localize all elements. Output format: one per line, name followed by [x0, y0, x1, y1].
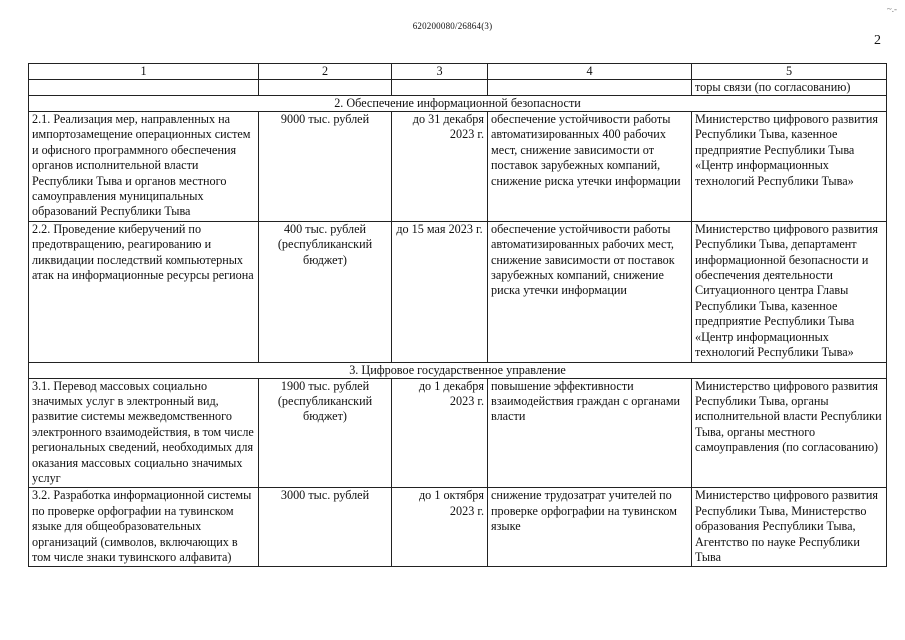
- column-number: 5: [692, 64, 887, 80]
- page-number: 2: [874, 33, 881, 48]
- funding-cell: 400 тыс. рублей (республиканский бюджет): [259, 221, 392, 362]
- table-row: [29, 488, 887, 567]
- section-heading-row: [29, 362, 887, 378]
- result-cell: обеспечение устойчивости работы автоматизированных рабочих мест, снижение зависимости от поставок зарубежных компаний, снижение риска утечки информации: [488, 221, 692, 362]
- action-plan-table: [28, 63, 887, 567]
- column-number: 3: [392, 64, 488, 80]
- table-row: [29, 378, 887, 488]
- responsible-cell: Министерство цифрового развития Республики Тыва, казенное предприятие Республики Тыва «Центр информационных технологий Республики Тыва»: [692, 112, 887, 222]
- section-heading-row: [29, 96, 887, 112]
- column-number: 2: [259, 64, 392, 80]
- corner-mark: ~.-: [886, 4, 897, 14]
- column-number: 4: [488, 64, 692, 80]
- empty-cell: [29, 80, 259, 96]
- responsible-cell: Министерство цифрового развития Республики Тыва, департамент информационной безопасности и обеспечения деятельности Ситуационного центра Главы Республики Тыва, казенное предприятие Республики Тыва «Центр информационных технологий Республики Тыва»: [692, 221, 887, 362]
- measure-cell: 3.2. Разработка информационной системы по проверке орфографии на тувинском языке для общеобразовательных организаций (символов, включающих в том числе знаки тувинского алфавита): [29, 488, 259, 567]
- table-row: [29, 221, 887, 362]
- deadline-cell: до 1 декабря 2023 г.: [392, 378, 488, 488]
- result-cell: повышение эффективности взаимодействия граждан с органами власти: [488, 378, 692, 488]
- deadline-cell: до 31 декабря 2023 г.: [392, 112, 488, 222]
- funding-cell: 1900 тыс. рублей (республиканский бюджет): [259, 378, 392, 488]
- measure-cell: 3.1. Перевод массовых социально значимых услуг в электронный вид, развитие системы межведомственного электронного взаимодействия, в том числе региональных сведений, необходимых для оказания массовых социально значимых услуг: [29, 378, 259, 488]
- column-number-row: [29, 64, 887, 80]
- responsible-cell: Министерство цифрового развития Республики Тыва, органы исполнительной власти Республики Тыва, органы местного самоуправления (по согласованию): [692, 378, 887, 488]
- empty-cell: [392, 80, 488, 96]
- responsible-cell: Министерство цифрового развития Республики Тыва, Министерство образования Республики Тыва, Агентство по науке Республики Тыва: [692, 488, 887, 567]
- continued-responsible-text: торы связи (по согласованию): [692, 80, 887, 96]
- empty-cell: [488, 80, 692, 96]
- deadline-cell: до 15 мая 2023 г.: [392, 221, 488, 362]
- measure-cell: 2.2. Проведение киберучений по предотвращению, реагированию и ликвидации последствий компьютерных атак на информационные ресурсы региона: [29, 221, 259, 362]
- funding-cell: 3000 тыс. рублей: [259, 488, 392, 567]
- result-cell: снижение трудозатрат учителей по проверке орфографии на тувинском языке: [488, 488, 692, 567]
- column-number: 1: [29, 64, 259, 80]
- measure-cell: 2.1. Реализация мер, направленных на импортозамещение операционных систем и офисного программного обеспечения органов исполнительной власти Республики Тыва и органов местного самоуправления муниципальных образований Республики Тыва: [29, 112, 259, 222]
- result-cell: обеспечение устойчивости работы автоматизированных 400 рабочих мест, снижение зависимости от поставок зарубежных компаний, снижение риска утечки информации: [488, 112, 692, 222]
- document-id: 620200080/26864(3): [412, 21, 493, 31]
- funding-cell: 9000 тыс. рублей: [259, 112, 392, 222]
- section-title: 3. Цифровое государственное управление: [29, 362, 887, 378]
- table-row: [29, 112, 887, 222]
- continuation-row: [29, 80, 887, 96]
- empty-cell: [259, 80, 392, 96]
- deadline-cell: до 1 октября 2023 г.: [392, 488, 488, 567]
- section-title: 2. Обеспечение информационной безопасности: [29, 96, 887, 112]
